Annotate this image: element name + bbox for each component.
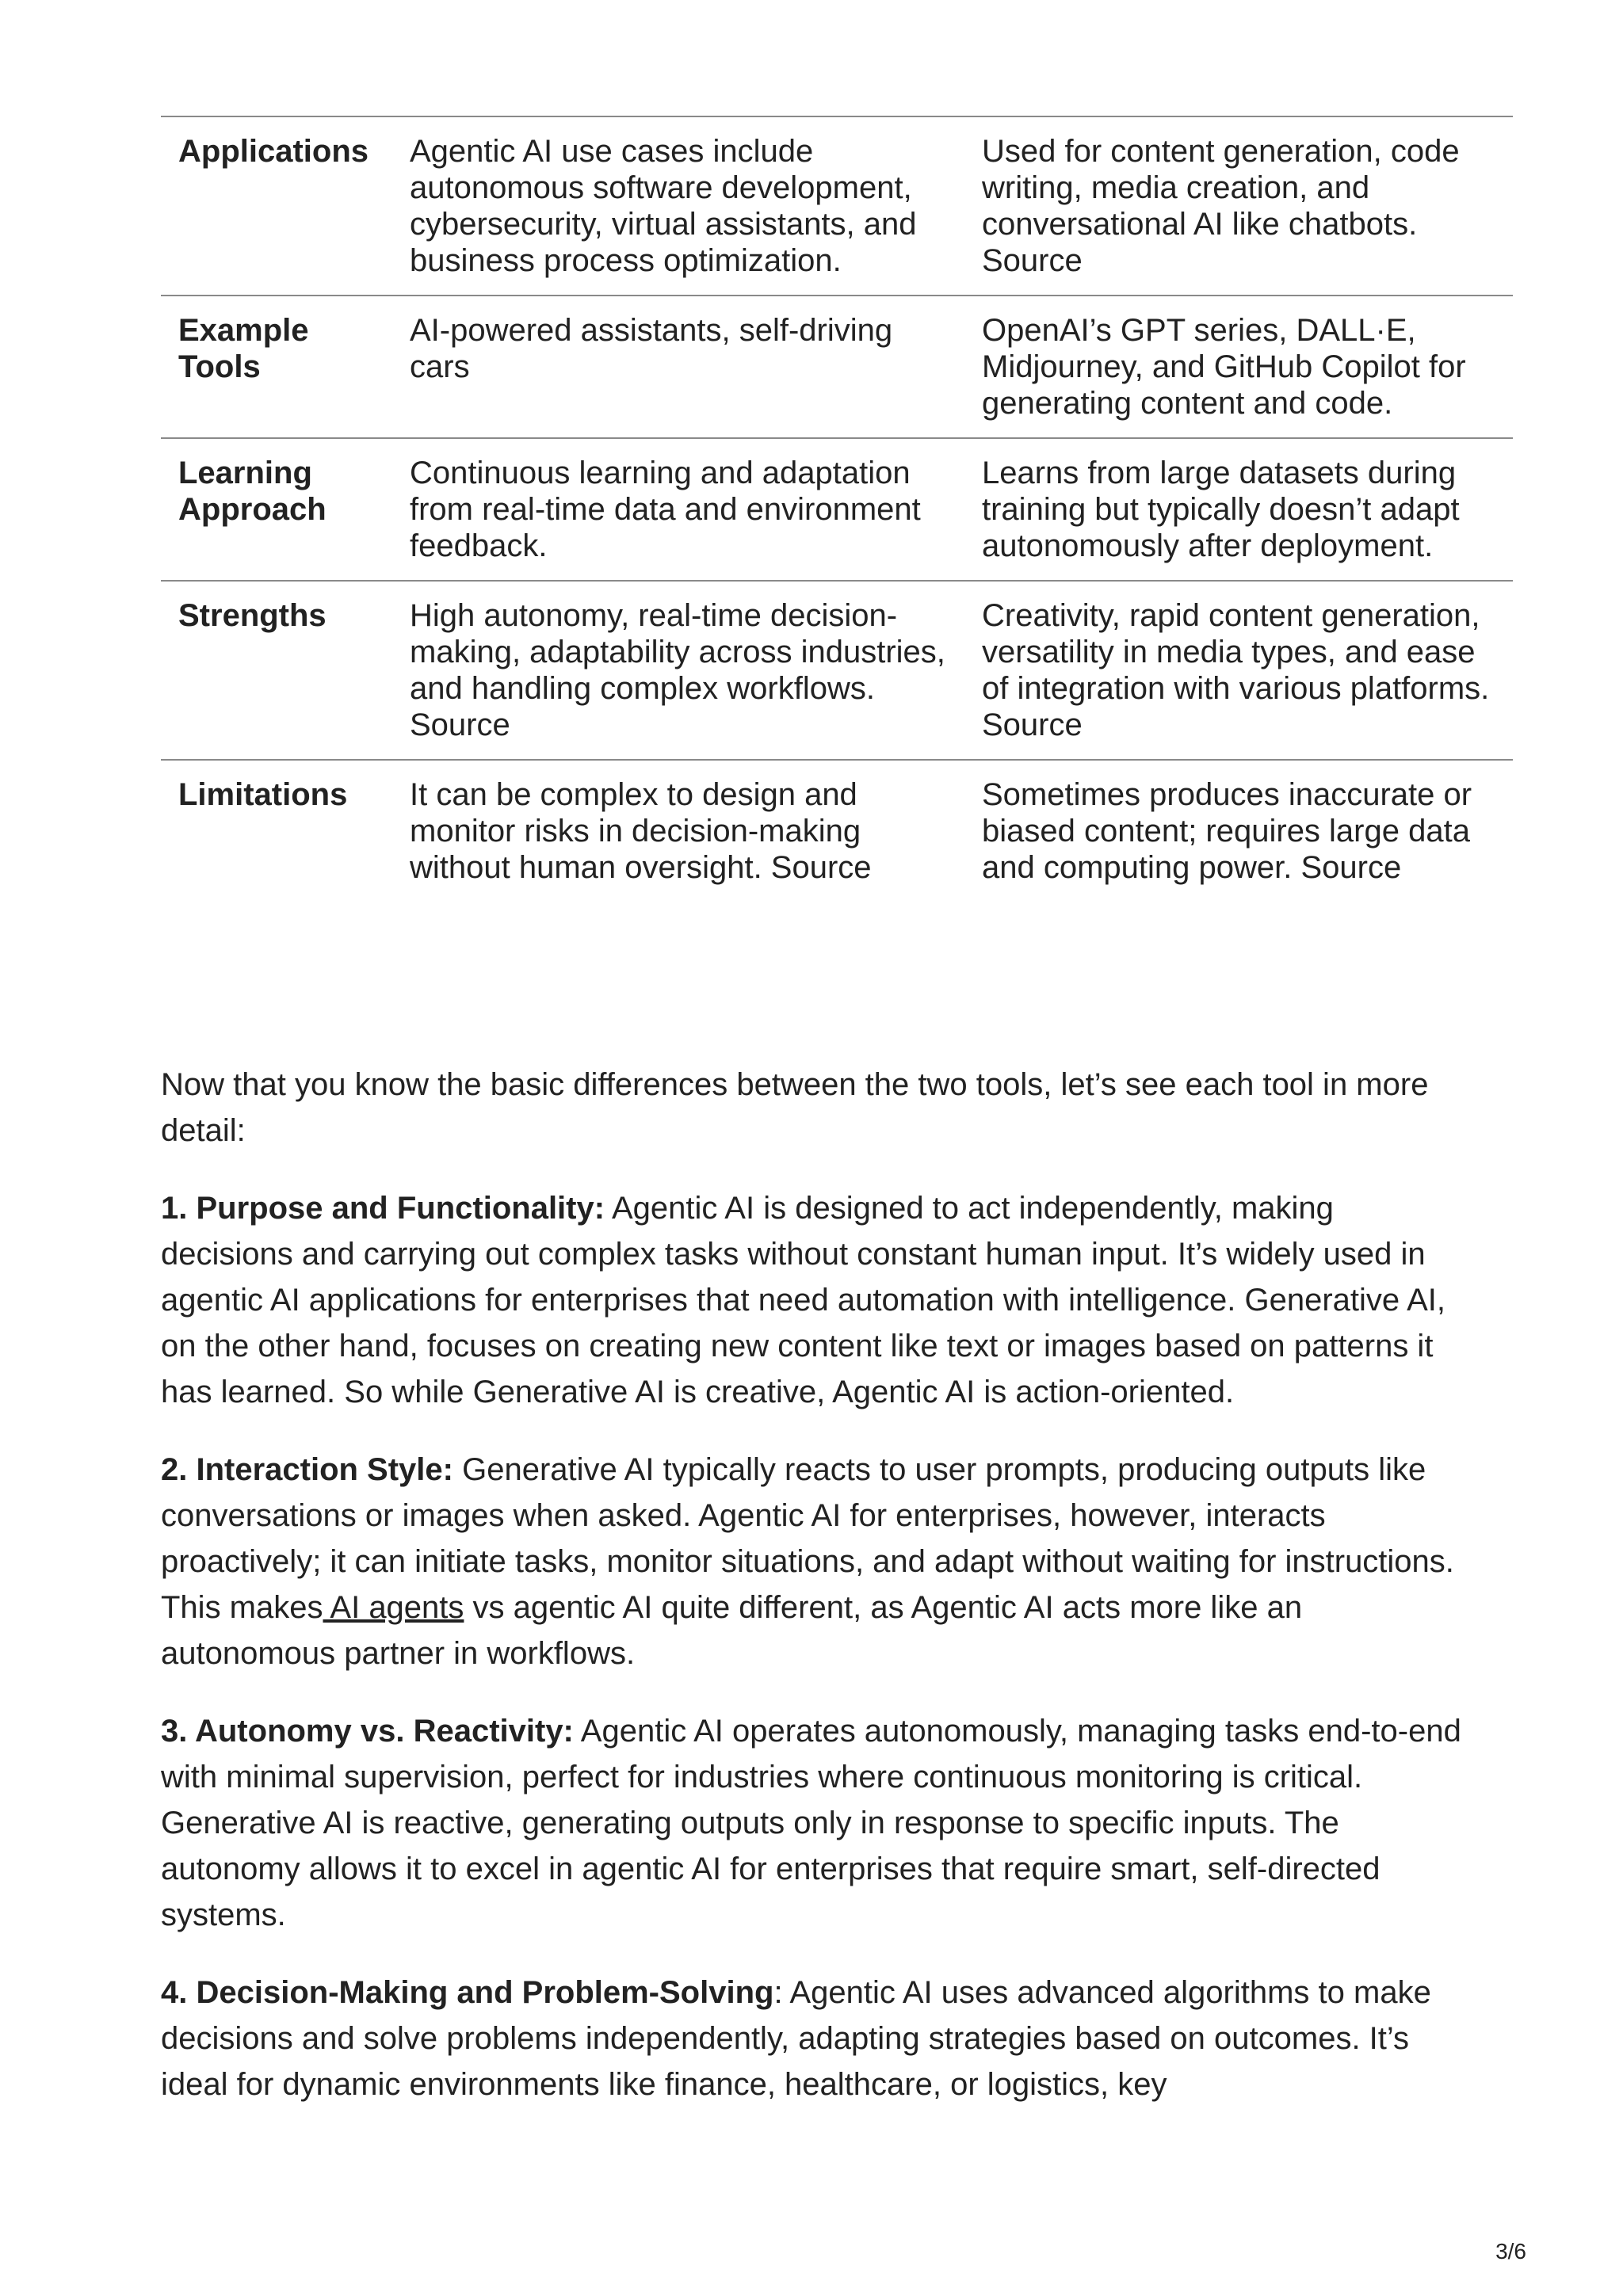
- agentic-cell: High autonomy, real-time decision-making, adaptability across industries, and handling complex workflows. Source: [392, 581, 964, 760]
- point-text: Agentic AI operates autonomously, managing tasks end-to-end with minimal supervision, perfect for industries where continuous monitoring is critical. Generative AI is reactive, generating outputs only in response to specific inputs. The autonomy allows it to excel in agentic AI for enterprises that require smart, self-directed systems.: [161, 1714, 1461, 1932]
- table-row: [161, 438, 1513, 581]
- point-interaction-style: [161, 1447, 1468, 1676]
- point-text-after-link: vs agentic AI quite different, as Agentic AI acts more like an autonomous partner in workflows.: [161, 1590, 1303, 1671]
- point-text: Agentic AI is designed to act independently, making decisions and carrying out complex tasks without constant human input. It’s widely used in agentic AI applications for enterprises that need automation with intelligence. Generative AI, on the other hand, focuses on creating new content like text or images based on patterns it has learned. So while Generative AI is creative, Agentic AI is action-oriented.: [161, 1191, 1445, 1409]
- generative-cell: Used for content generation, code writing, media creation, and conversational AI like chatbots. Source: [964, 116, 1513, 296]
- point-title: 3. Autonomy vs. Reactivity:: [161, 1714, 574, 1749]
- feature-cell: Learning Approach: [161, 438, 392, 581]
- generative-cell: Learns from large datasets during training but typically doesn’t adapt autonomously after deployment.: [964, 438, 1513, 581]
- table-row: [161, 116, 1513, 296]
- point-purpose: [161, 1185, 1468, 1415]
- point-text: Generative AI typically reacts to user prompts, producing outputs like conversations or images when asked. Agentic AI for enterprises, however, interacts proactively; it can initiate tasks, monitor situations, and adapt without waiting for instructions. This makes: [161, 1452, 1454, 1625]
- point-decision-making: [161, 1970, 1468, 2107]
- agentic-cell: AI-powered assistants, self-driving cars: [392, 296, 964, 438]
- point-title: 2. Interaction Style:: [161, 1452, 453, 1487]
- ai-agents-link[interactable]: AI agents: [323, 1590, 464, 1625]
- feature-cell: Applications: [161, 116, 392, 296]
- generative-cell: Sometimes produces inaccurate or biased content; requires large data and computing power. Source: [964, 760, 1513, 902]
- feature-cell: Limitations: [161, 760, 392, 902]
- point-title: 1. Purpose and Functionality:: [161, 1191, 605, 1226]
- comparison-table: [161, 116, 1513, 902]
- feature-cell: Example Tools: [161, 296, 392, 438]
- feature-cell: Strengths: [161, 581, 392, 760]
- generative-cell: Creativity, rapid content generation, versatility in media types, and ease of integration with various platforms. Source: [964, 581, 1513, 760]
- point-title: 4. Decision-Making and Problem-Solving: [161, 1975, 774, 2010]
- table-row: [161, 760, 1513, 902]
- agentic-cell: It can be complex to design and monitor risks in decision-making without human oversight. Source: [392, 760, 964, 902]
- point-autonomy: [161, 1708, 1468, 1938]
- generative-cell: OpenAI’s GPT series, DALL·E, Midjourney, and GitHub Copilot for generating content and code.: [964, 296, 1513, 438]
- intro-paragraph: Now that you know the basic differences between the two tools, let’s see each tool in more detail:: [161, 1067, 1429, 1148]
- table-row: [161, 581, 1513, 760]
- agentic-cell: Continuous learning and adaptation from real-time data and environment feedback.: [392, 438, 964, 581]
- point-text: : Agentic AI uses advanced algorithms to make decisions and solve problems independently, adapting strategies based on outcomes. It’s ideal for dynamic environments like finance, healthcare, or logistics, key: [161, 1975, 1431, 2102]
- agentic-cell: Agentic AI use cases include autonomous software development, cybersecurity, virtual assistants, and business process optimization.: [392, 116, 964, 296]
- article-body: [161, 1062, 1468, 2139]
- page-number: 3/6: [1495, 2239, 1526, 2264]
- table-row: [161, 296, 1513, 438]
